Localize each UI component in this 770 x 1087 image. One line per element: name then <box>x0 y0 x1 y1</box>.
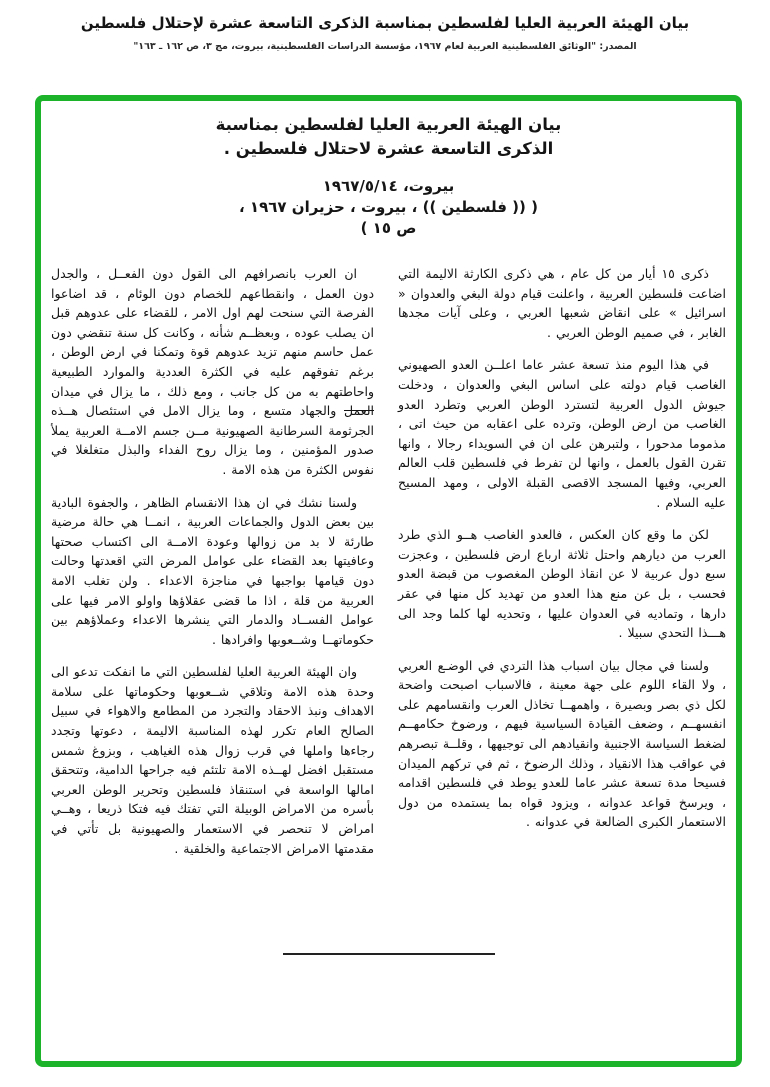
struck-out-word: العمل <box>344 403 375 419</box>
paragraph-text: ان العرب بانصرافهم الى القول دون الفعــل ، والجدل دون العمل ، وانقطاعهم للخصام دون الوئام ، قد اضاعوا الفرصة التي سنحت لهم اول الامر ، للقضاء على عدوهم قبل ان يصلب عوده ، وبعظــم شأنه ، وكانت كل سنة تنقضي دون عمل حاسم منهم تزيد عدوهم قوة وتمكنا في ارض الوطن ، برغم تفوقهم عليه في الكثرة العددية والموارد الطبيعية واحاطتهم به من كل جانب ، ومع ذلك ، ما يزال في ميدان <box>51 266 375 399</box>
page-caption <box>0 14 770 52</box>
document-citation-line-2: ص ١٥ ) <box>360 219 417 237</box>
paragraph <box>51 662 374 858</box>
paragraph <box>51 493 374 650</box>
document-citation-line-1: ( (( فلسطين )) ، بيروت ، حزيران ١٩٦٧ ، <box>239 198 538 216</box>
document-title-line-1: بيان الهيئة العربية العليا لفلسطين بمناسبة <box>215 115 562 134</box>
document-column-right <box>398 264 726 980</box>
paragraph <box>398 656 726 832</box>
paragraph <box>51 264 374 480</box>
document-body <box>49 264 728 980</box>
paragraph-text: لكن ما وقع كان العكس ، فالعدو الغاصب هــو الذي طرد العرب من ديارهم واحتل ثلاثة ارباع ارض فلسطين ، وعجزت سبع دول عربية لا عن انقاذ الوطن المغصوب من قبضة العدو فحسب ، بل عن منع هذا العدو من تهديد كل منها في عقر دارها ، وتماديه في العدوان عليها ، وتحديه لها كلما وجد الى هـــذا التحدي سبيلا . <box>398 527 726 641</box>
paragraph-text: ولسنا نشك في ان هذا الانقسام الظاهر ، والجفوة البادية بين بعض الدول والجماعات العربية ، انمــا هي حالة مرضية طارئة لا بد من زوالها وعودة الامــة الى اكتساب صحتها وعافيتها بعد القضاء على عوامل المرض التي اقعدتها وحالت دون قيامها بواجبها في مناجزة الاعداء . ولن تغلب الامة العربية من قلة ، اذا ما قضى عقلاؤها واولو الامر فيها على عوامل الفســاد والدمار التي ينشرها الاعداء وعملاؤهم بين حكوماتهــا وشــعوبها وافرادها . <box>51 494 375 647</box>
paragraph-text: والجهاد متسع ، وما يزال الامل في استئصال هــذه الجرثومة السرطانية الصهيونية مــن جسم الامــة العربية يملأ صدور المؤمنين ، وما يزال روح الفداء والبذل متغلغلا في نفوس الكثرة من هذه الامة . <box>51 403 375 477</box>
caption-source: المصدر: "الوثائق الفلسطينية العربية لعام ١٩٦٧، مؤسسة الدراسات الفلسطينية، بيروت، مج ٣، ص ١٦٢ ـ ١٦٣" <box>133 41 637 52</box>
paragraph-text: وان الهيئة العربية العليا لفلسطين التي ما انفكت تدعو الى وحدة هذه الامة وتلاقي شــعوبها وحكوماتها على سلامة الاهداف ونبذ الاحقاد والتجرد من المطامع والاهواء في سبيل الصالح العام تكرر لهذه المناسبة الاليمة ، دعوتها وتجدد رجاءها واملها في قرب زوال هذه الغياهب ، وبزوغ شمس مستقبل افضل لهــذه الامة تلتئم فيه جراحها الدامية، وتتحقق امالها الواسعة في استنقاذ فلسطين وتحرير الوطن العربي بأسره من الامراض الوبيلة التي تفتك فيه فتكا ذريعا ، وهــي امراض لا تنحصر في الاستعمار والصهيونية بل تأتي في مقدمتها الامراض الاجتماعية والخلقية . <box>51 664 375 856</box>
footnote-separator-rule <box>283 953 495 955</box>
document-column-left <box>51 264 374 980</box>
document-scan-frame <box>35 95 742 1067</box>
paragraph-text: ولسنا في مجال بيان اسباب هذا التردي في الوضـع العربي ، ولا القاء اللوم على جهة معينة ، فالاسباب اصبحت واضحة لكل ذي بصر وبصيرة ، واهمهــا تخاذل العرب وانقسامهم على انفسهــم ، وضعف القيادة السياسية فيهم ، ورضوخ حكامهــم لضغط السياسة الاجنبية وانقيادهم الى توجيهها ، وقلــة تبصرهم في عواقب هذا الانقياد ، وذلك الرضوخ ، ثم في تركهم الميدان فسيحا مدة تسعة عشر عاما للعدو يوطد في فلسطين اقدامه ، ويرسخ قواعد عدوانه ، ويزود قواه بما يستمده من دول الاستعمار الكبرى الضالعة في عدوانه . <box>398 657 726 830</box>
paragraph-text: ذكرى ١٥ أيار من كل عام ، هي ذكرى الكارثة الاليمة التي اضاعت فلسطين العربية ، واعلنت قيام دولة البغي والعدوان « اسرائيل » على انقاض شعبها العربي ، وعلى آيات مجدها الغابر ، في صميم الوطن العربي . <box>398 266 726 340</box>
document-meta <box>49 176 728 239</box>
paragraph <box>398 264 726 342</box>
caption-title: بيان الهيئة العربية العليا لفلسطين بمناسبة الذكرى التاسعة عشرة لإحتلال فلسطين <box>80 14 690 32</box>
paragraph-text: في هذا اليوم منذ تسعة عشر عاما اعلــن العدو الصهيوني الغاصب قيام دولته على اساس البغي والعدوان ، ودخلت جيوش الدول العربية لتسترد الوطن العربي وتطرد العدو الغاصب من ارض الوطن، وترده على اعقابه من حيث اتى ، مذموما مدحورا ، ولتبرهن على ان في السويداء رجالا ، وانها تقرن القول بالعمل ، وانها لن تفرط في فلسطين قلب العالم العربي، وفيها المسجد الاقصى القبلة الاولى ، ومهد المسيح عليه السلام . <box>398 357 726 510</box>
paragraph <box>398 355 726 512</box>
document-dateline: بيروت، ١٩٦٧/٥/١٤ <box>322 177 455 195</box>
document-title <box>49 113 728 161</box>
paragraph <box>398 525 726 643</box>
document-title-line-2: الذكرى التاسعة عشرة لاحتلال فلسطين . <box>223 139 554 158</box>
